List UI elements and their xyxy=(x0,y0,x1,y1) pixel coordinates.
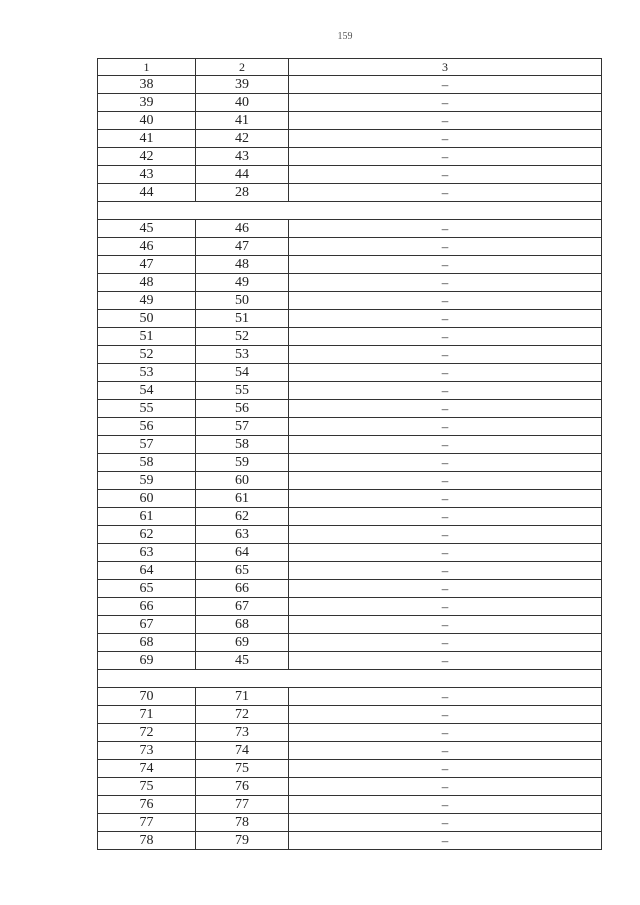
table-cell-col-1: 38 xyxy=(98,76,196,93)
table-row xyxy=(97,490,602,508)
table-cell-col-1: 76 xyxy=(98,796,196,813)
table-cell-col-3: – xyxy=(441,725,449,740)
table-cell-col-1: 67 xyxy=(98,616,196,633)
table-cell-col-2: 51 xyxy=(196,310,289,327)
table-row xyxy=(97,328,602,346)
table-row xyxy=(97,382,602,400)
table-cell-col-3: – xyxy=(441,635,449,650)
table-cell-col-1: 44 xyxy=(98,184,196,201)
table-cell-col-3: – xyxy=(441,491,449,506)
table-cell-col-2: 52 xyxy=(196,328,289,345)
table-row xyxy=(97,256,602,274)
table-cell-col-2: 68 xyxy=(196,616,289,633)
table-row xyxy=(97,634,602,652)
table-cell-col-2: 67 xyxy=(196,598,289,615)
table-cell-col-3: – xyxy=(441,761,449,776)
table-cell-col-3: – xyxy=(441,131,449,146)
table-cell-col-3: – xyxy=(441,617,449,632)
table-cell-col-3: – xyxy=(441,689,449,704)
table-cell-col-2: 74 xyxy=(196,742,289,759)
table-row xyxy=(97,526,602,544)
table-cell-col-1: 55 xyxy=(98,400,196,417)
table-cell-col-3: – xyxy=(441,383,449,398)
table-row xyxy=(97,364,602,382)
table-cell-col-1: 47 xyxy=(98,256,196,273)
table-cell-col-2: 78 xyxy=(196,814,289,831)
table-cell-col-2: 54 xyxy=(196,364,289,381)
table-cell-col-3: – xyxy=(441,815,449,830)
table-row xyxy=(97,112,602,130)
table-cell-col-1: 40 xyxy=(98,112,196,129)
table-cell-col-2: 42 xyxy=(196,130,289,147)
table-cell-col-3: – xyxy=(441,455,449,470)
table-cell-col-3: – xyxy=(441,113,449,128)
table-cell-col-2: 75 xyxy=(196,760,289,777)
table-cell-col-1: 54 xyxy=(98,382,196,399)
table-cell-col-3: – xyxy=(441,419,449,434)
table-cell-col-2: 53 xyxy=(196,346,289,363)
table-cell-col-2: 76 xyxy=(196,778,289,795)
table-cell-col-3: – xyxy=(441,599,449,614)
table-cell-col-1: 48 xyxy=(98,274,196,291)
table-cell-col-1: 46 xyxy=(98,238,196,255)
table-cell-col-2: 55 xyxy=(196,382,289,399)
table-cell-col-1: 70 xyxy=(98,688,196,705)
table-cell-col-1: 64 xyxy=(98,562,196,579)
table-cell-col-3: – xyxy=(441,293,449,308)
header-col-2: 2 xyxy=(196,59,289,76)
table-row xyxy=(97,796,602,814)
table-cell-col-3: – xyxy=(441,275,449,290)
table-row xyxy=(97,418,602,436)
table-row xyxy=(97,184,602,202)
table-cell-col-3: – xyxy=(441,779,449,794)
table-cell-col-3: – xyxy=(441,77,449,92)
table-cell-col-2: 43 xyxy=(196,148,289,165)
table-cell-col-1: 77 xyxy=(98,814,196,831)
table-row xyxy=(97,724,602,742)
table-row xyxy=(97,598,602,616)
table-row xyxy=(97,688,602,706)
table-cell-col-3: – xyxy=(441,185,449,200)
table-row xyxy=(97,148,602,166)
table-row xyxy=(97,76,602,94)
table-cell-col-2: 39 xyxy=(196,76,289,93)
table-cell-col-2: 46 xyxy=(196,220,289,237)
table-cell-col-1: 65 xyxy=(98,580,196,597)
table-row xyxy=(97,310,602,328)
table-cell-col-2: 66 xyxy=(196,580,289,597)
table-cell-col-1: 59 xyxy=(98,472,196,489)
table-cell-col-1: 69 xyxy=(98,652,196,669)
table-row xyxy=(97,706,602,724)
table-cell-col-2: 48 xyxy=(196,256,289,273)
table-cell-col-3: – xyxy=(441,653,449,668)
table-row xyxy=(97,436,602,454)
table-cell-col-2: 63 xyxy=(196,526,289,543)
table-cell-col-1: 71 xyxy=(98,706,196,723)
table-row xyxy=(97,544,602,562)
table-row xyxy=(97,814,602,832)
table-cell-col-1: 68 xyxy=(98,634,196,651)
table-cell-col-2: 71 xyxy=(196,688,289,705)
table-cell-col-2: 49 xyxy=(196,274,289,291)
table-row xyxy=(97,400,602,418)
table-cell-col-3: – xyxy=(441,527,449,542)
table-row xyxy=(97,742,602,760)
table-row xyxy=(97,652,602,670)
table-cell-col-2: 73 xyxy=(196,724,289,741)
table-cell-col-2: 58 xyxy=(196,436,289,453)
table-cell-col-1: 74 xyxy=(98,760,196,777)
table-cell-col-3: – xyxy=(441,95,449,110)
table-cell-col-2: 56 xyxy=(196,400,289,417)
table-cell-col-2: 62 xyxy=(196,508,289,525)
header-col-1: 1 xyxy=(98,59,196,76)
table-cell-col-1: 50 xyxy=(98,310,196,327)
table-cell-col-3: – xyxy=(441,221,449,236)
table-cell-col-2: 65 xyxy=(196,562,289,579)
table-row xyxy=(97,220,602,238)
table-header-row xyxy=(97,58,602,76)
table-cell-col-3: – xyxy=(441,329,449,344)
table-cell-col-2: 41 xyxy=(196,112,289,129)
table-cell-col-1: 45 xyxy=(98,220,196,237)
table-cell-col-1: 57 xyxy=(98,436,196,453)
table-row xyxy=(97,274,602,292)
table-cell-col-2: 79 xyxy=(196,832,289,849)
table-cell-col-2: 72 xyxy=(196,706,289,723)
table-cell-col-2: 50 xyxy=(196,292,289,309)
table-cell-col-2: 64 xyxy=(196,544,289,561)
table-cell-col-3: – xyxy=(441,833,449,848)
table-cell-col-3: – xyxy=(441,401,449,416)
table-row xyxy=(97,580,602,598)
table-cell-col-3: – xyxy=(441,797,449,812)
table-row xyxy=(97,94,602,112)
group-separator-row xyxy=(97,670,602,688)
page-number: 159 xyxy=(337,31,353,42)
table-cell-col-1: 49 xyxy=(98,292,196,309)
table-row xyxy=(97,346,602,364)
table-cell-col-1: 62 xyxy=(98,526,196,543)
table-row xyxy=(97,562,602,580)
table-cell-col-1: 75 xyxy=(98,778,196,795)
table-cell-col-1: 53 xyxy=(98,364,196,381)
table-cell-col-1: 52 xyxy=(98,346,196,363)
table-cell-col-3: – xyxy=(441,563,449,578)
table-cell-col-3: – xyxy=(441,509,449,524)
table-cell-col-3: – xyxy=(441,149,449,164)
table-cell-col-2: 77 xyxy=(196,796,289,813)
table-cell-col-2: 44 xyxy=(196,166,289,183)
table-cell-col-1: 78 xyxy=(98,832,196,849)
data-table xyxy=(97,58,602,850)
table-cell-col-3: – xyxy=(441,437,449,452)
table-row xyxy=(97,292,602,310)
table-cell-col-1: 39 xyxy=(98,94,196,111)
group-separator-row xyxy=(97,202,602,220)
table-cell-col-1: 51 xyxy=(98,328,196,345)
table-cell-col-3: – xyxy=(441,707,449,722)
table-cell-col-2: 45 xyxy=(196,652,289,669)
table-row xyxy=(97,616,602,634)
table-cell-col-1: 41 xyxy=(98,130,196,147)
table-cell-col-2: 28 xyxy=(196,184,289,201)
table-cell-col-1: 42 xyxy=(98,148,196,165)
table-cell-col-2: 47 xyxy=(196,238,289,255)
table-cell-col-2: 61 xyxy=(196,490,289,507)
table-row xyxy=(97,238,602,256)
table-cell-col-3: – xyxy=(441,311,449,326)
table-cell-col-1: 60 xyxy=(98,490,196,507)
table-row xyxy=(97,832,602,850)
table-cell-col-3: – xyxy=(441,347,449,362)
table-cell-col-1: 56 xyxy=(98,418,196,435)
table-row xyxy=(97,760,602,778)
table-cell-col-1: 58 xyxy=(98,454,196,471)
header-col-3: 3 xyxy=(442,60,448,74)
table-cell-col-1: 43 xyxy=(98,166,196,183)
table-cell-col-3: – xyxy=(441,545,449,560)
table-cell-col-1: 66 xyxy=(98,598,196,615)
table-cell-col-3: – xyxy=(441,473,449,488)
table-row xyxy=(97,454,602,472)
table-cell-col-1: 72 xyxy=(98,724,196,741)
table-cell-col-2: 57 xyxy=(196,418,289,435)
table-cell-col-1: 61 xyxy=(98,508,196,525)
table-cell-col-1: 73 xyxy=(98,742,196,759)
table-row xyxy=(97,130,602,148)
table-cell-col-3: – xyxy=(441,257,449,272)
table-cell-col-1: 63 xyxy=(98,544,196,561)
table-cell-col-2: 60 xyxy=(196,472,289,489)
table-cell-col-2: 40 xyxy=(196,94,289,111)
table-cell-col-3: – xyxy=(441,743,449,758)
table-row xyxy=(97,778,602,796)
table-cell-col-2: 59 xyxy=(196,454,289,471)
table-cell-col-3: – xyxy=(441,239,449,254)
table-row xyxy=(97,166,602,184)
table-cell-col-3: – xyxy=(441,581,449,596)
table-cell-col-2: 69 xyxy=(196,634,289,651)
table-cell-col-3: – xyxy=(441,167,449,182)
table-cell-col-3: – xyxy=(441,365,449,380)
table-row xyxy=(97,508,602,526)
table-row xyxy=(97,472,602,490)
